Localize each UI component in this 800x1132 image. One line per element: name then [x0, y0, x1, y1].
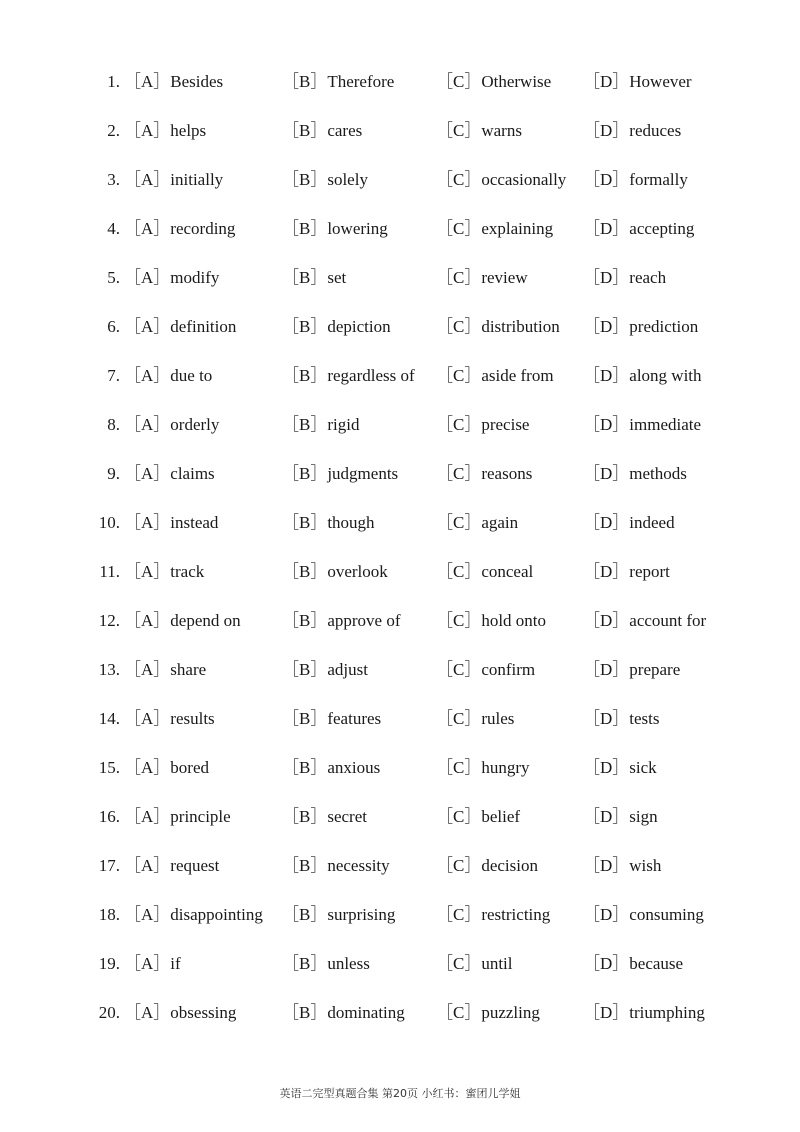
option-d: ［D］However	[583, 72, 692, 91]
option-c: ［C］until	[436, 954, 513, 973]
option-d: ［D］report	[583, 562, 670, 581]
option-b: ［B］judgments	[282, 464, 399, 483]
option-a: ［A］request	[124, 856, 220, 875]
question-number: 11.	[99, 562, 120, 581]
option-b: ［B］dominating	[282, 1003, 405, 1022]
option-c: ［C］explaining	[436, 219, 554, 238]
option-d: ［D］wish	[583, 856, 662, 875]
option-c: ［C］conceal	[436, 562, 534, 581]
option-c: ［C］hungry	[436, 758, 530, 777]
question-row	[0, 113, 800, 162]
option-b: ［B］secret	[282, 807, 367, 826]
question-row	[0, 750, 800, 799]
option-d: ［D］consuming	[583, 905, 704, 924]
question-row	[0, 652, 800, 701]
question-row	[0, 554, 800, 603]
option-c: ［C］Otherwise	[436, 72, 552, 91]
question-row	[0, 603, 800, 652]
option-b: ［B］solely	[282, 170, 368, 189]
question-number: 3.	[107, 170, 120, 189]
option-c: ［C］again	[436, 513, 519, 532]
option-d: ［D］methods	[583, 464, 687, 483]
option-b: ［B］regardless of	[282, 366, 415, 385]
option-c: ［C］review	[436, 268, 528, 287]
option-c: ［C］warns	[436, 121, 522, 140]
option-a: ［A］due to	[124, 366, 213, 385]
option-d: ［D］reach	[583, 268, 667, 287]
question-row	[0, 799, 800, 848]
option-b: ［B］features	[282, 709, 382, 728]
option-d: ［D］accepting	[583, 219, 695, 238]
option-d: ［D］because	[583, 954, 684, 973]
question-number: 2.	[107, 121, 120, 140]
option-d: ［D］immediate	[583, 415, 702, 434]
option-d: ［D］indeed	[583, 513, 675, 532]
question-number: 9.	[107, 464, 120, 483]
question-row	[0, 64, 800, 113]
option-a: ［A］disappointing	[124, 905, 263, 924]
option-b: ［B］approve of	[282, 611, 401, 630]
option-a: ［A］recording	[124, 219, 236, 238]
question-number: 7.	[107, 366, 120, 385]
option-a: ［A］track	[124, 562, 205, 581]
option-a: ［A］share	[124, 660, 207, 679]
option-d: ［D］reduces	[583, 121, 682, 140]
option-b: ［B］surprising	[282, 905, 396, 924]
option-a: ［A］obsessing	[124, 1003, 237, 1022]
option-b: ［B］lowering	[282, 219, 388, 238]
option-a: ［A］claims	[124, 464, 215, 483]
question-number: 12.	[98, 611, 120, 630]
question-row	[0, 456, 800, 505]
option-b: ［B］adjust	[282, 660, 368, 679]
option-c: ［C］confirm	[436, 660, 536, 679]
option-d: ［D］prepare	[583, 660, 681, 679]
question-number: 14.	[98, 709, 120, 728]
option-a: ［A］if	[124, 954, 181, 973]
option-c: ［C］aside from	[436, 366, 554, 385]
option-d: ［D］tests	[583, 709, 660, 728]
question-row	[0, 505, 800, 554]
option-d: ［D］sick	[583, 758, 657, 777]
option-a: ［A］depend on	[124, 611, 241, 630]
option-c: ［C］rules	[436, 709, 515, 728]
question-number: 8.	[107, 415, 120, 434]
question-row	[0, 211, 800, 260]
question-number: 10.	[98, 513, 120, 532]
question-number: 1.	[107, 72, 120, 91]
option-c: ［C］decision	[436, 856, 538, 875]
option-c: ［C］distribution	[436, 317, 560, 336]
option-a: ［A］initially	[124, 170, 224, 189]
option-c: ［C］occasionally	[436, 170, 567, 189]
question-row	[0, 946, 800, 995]
option-d: ［D］prediction	[583, 317, 699, 336]
option-b: ［B］though	[282, 513, 375, 532]
page-footer: 英语二完型真题合集 第20页 小红书：蜜团儿学姐	[279, 1087, 521, 1100]
question-row	[0, 358, 800, 407]
option-b: ［B］cares	[282, 121, 363, 140]
option-b: ［B］overlook	[282, 562, 388, 581]
question-number: 19.	[98, 954, 120, 973]
question-number: 13.	[98, 660, 120, 679]
option-c: ［C］restricting	[436, 905, 551, 924]
option-b: ［B］anxious	[282, 758, 381, 777]
option-a: ［A］bored	[124, 758, 209, 777]
question-number: 20.	[98, 1003, 120, 1022]
question-row	[0, 162, 800, 211]
question-number: 5.	[107, 268, 120, 287]
option-c: ［C］hold onto	[436, 611, 547, 630]
option-c: ［C］belief	[436, 807, 521, 826]
option-a: ［A］instead	[124, 513, 219, 532]
option-b: ［B］Therefore	[282, 72, 395, 91]
question-row	[0, 407, 800, 456]
option-b: ［B］rigid	[282, 415, 360, 434]
option-c: ［C］precise	[436, 415, 530, 434]
question-number: 6.	[107, 317, 120, 336]
option-c: ［C］reasons	[436, 464, 533, 483]
question-number: 18.	[98, 905, 120, 924]
question-row	[0, 309, 800, 358]
question-number: 4.	[107, 219, 120, 238]
option-a: ［A］definition	[124, 317, 237, 336]
option-a: ［A］principle	[124, 807, 231, 826]
question-list	[0, 64, 800, 1044]
question-number: 17.	[98, 856, 120, 875]
question-row	[0, 260, 800, 309]
question-number: 16.	[98, 807, 120, 826]
question-number: 15.	[98, 758, 120, 777]
option-a: ［A］orderly	[124, 415, 220, 434]
option-a: ［A］helps	[124, 121, 207, 140]
option-b: ［B］set	[282, 268, 347, 287]
option-b: ［B］necessity	[282, 856, 390, 875]
option-d: ［D］along with	[583, 366, 702, 385]
option-b: ［B］depiction	[282, 317, 391, 336]
question-row	[0, 897, 800, 946]
question-row	[0, 701, 800, 750]
option-d: ［D］account for	[583, 611, 707, 630]
option-a: ［A］modify	[124, 268, 220, 287]
option-d: ［D］sign	[583, 807, 658, 826]
option-a: ［A］results	[124, 709, 215, 728]
option-c: ［C］puzzling	[436, 1003, 540, 1022]
option-d: ［D］triumphing	[583, 1003, 705, 1022]
option-d: ［D］formally	[583, 170, 688, 189]
question-row	[0, 848, 800, 897]
option-a: ［A］Besides	[124, 72, 224, 91]
question-row	[0, 995, 800, 1044]
option-b: ［B］unless	[282, 954, 370, 973]
